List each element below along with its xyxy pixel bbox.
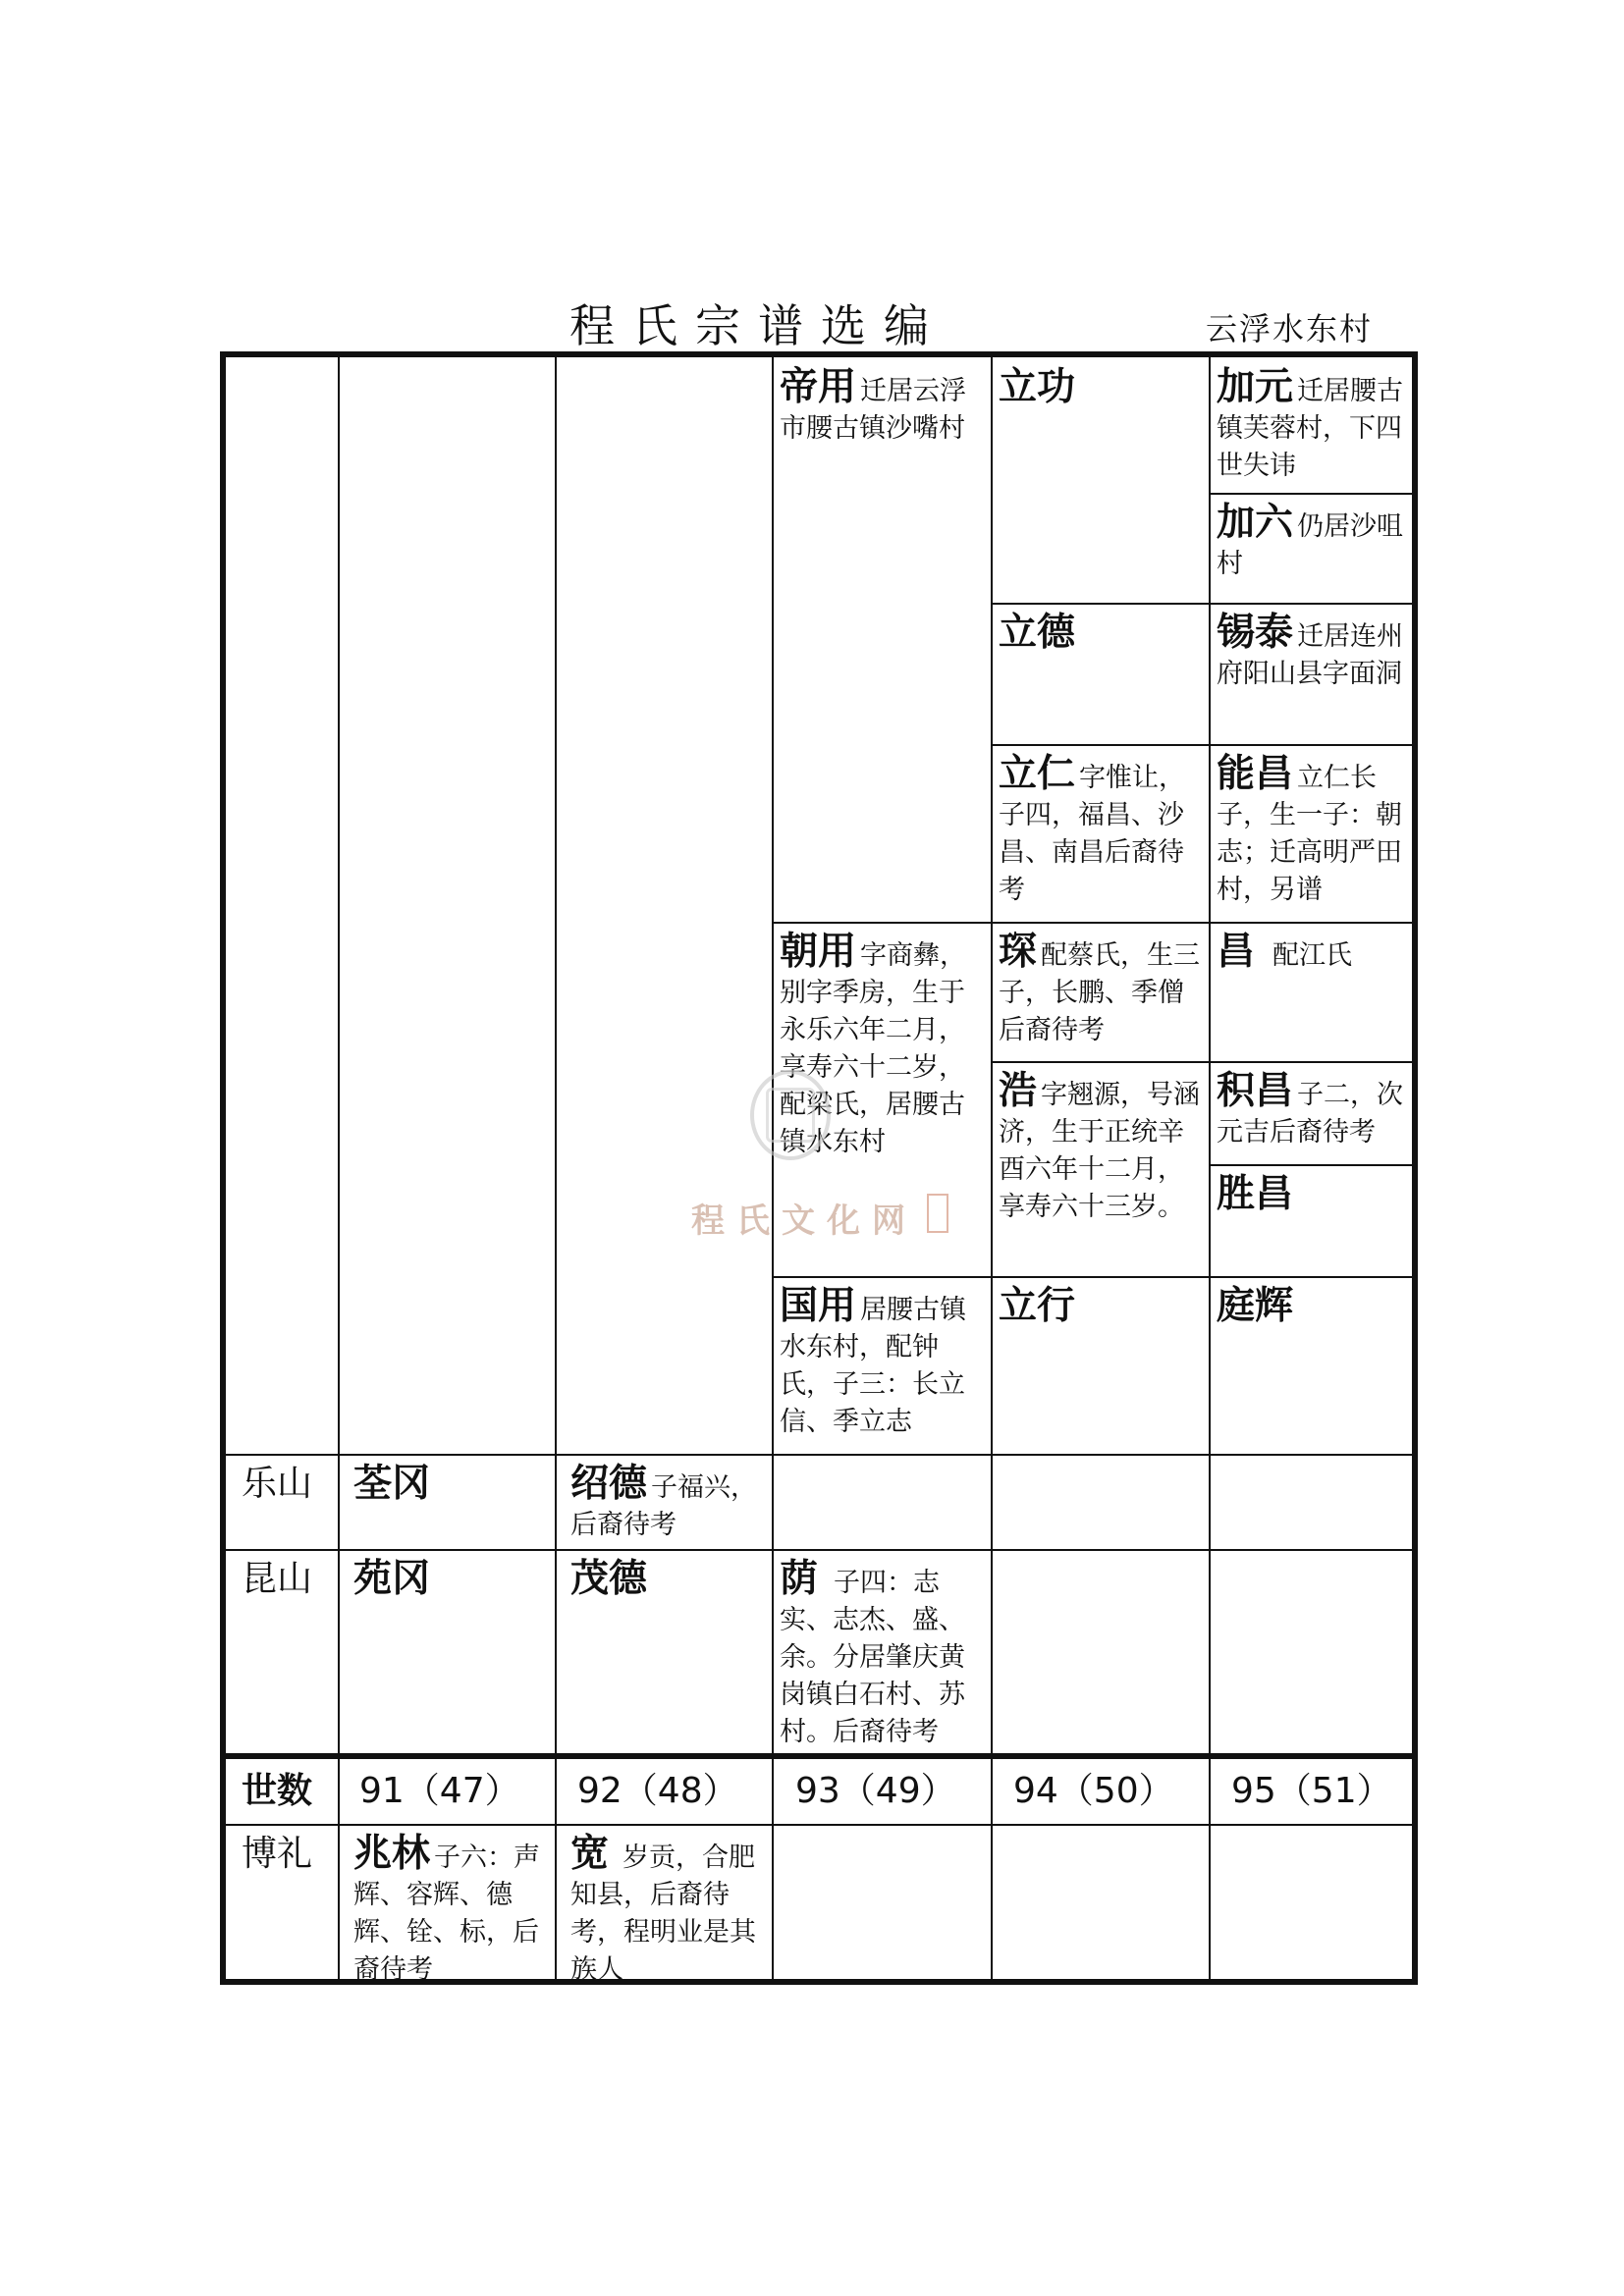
page-title: 程氏宗谱选编 (569, 299, 947, 352)
entry-chang: 昌 配江氏 (1217, 930, 1353, 974)
entry-jichang: 积昌 子二，次元吉后裔待考 (1217, 1069, 1404, 1148)
entry-boli: 博礼 (242, 1834, 313, 1874)
entry-diyong: 帝用 迁居云浮市腰古镇沙嘴村 (780, 365, 967, 444)
row-line (226, 1549, 1412, 1551)
col-divider-5 (1209, 357, 1211, 1979)
generation-label: 世数 (242, 1771, 313, 1811)
row-line (772, 922, 1412, 924)
row-line (991, 603, 1412, 605)
entry-yin: 荫 子四：志实、志杰、盛、余。分居肇庆黄岗镇白石村、苏村。后裔待考 (780, 1557, 965, 1747)
entry-shengchang: 胜昌 (1217, 1172, 1294, 1216)
row-line (1209, 1164, 1412, 1166)
entry-zhaolin: 兆林 子六：声辉、容辉、德辉、铨、标，后裔待考 (353, 1832, 541, 1985)
entry-tinghui: 庭辉 (1217, 1284, 1294, 1328)
col-divider-1 (338, 357, 340, 1979)
row-line (1209, 493, 1412, 495)
location-label: 云浮水东村 (1206, 310, 1374, 347)
generation-95: 95（51） (1231, 1771, 1392, 1811)
entry-guoyong: 国用 居腰古镇水东村，配钟氏，子三：长立信、季立志 (780, 1284, 967, 1437)
entry-yuangang: 苑冈 (353, 1557, 431, 1601)
row-line (772, 1276, 1412, 1278)
entry-shaode: 绍德 子福兴，后裔待考 (570, 1462, 758, 1540)
generation-92: 92（48） (577, 1771, 738, 1811)
entry-maode: 茂德 (570, 1557, 648, 1601)
entry-chaoyong: 朝用 字商彝，别字季房，生于永乐六年二月，享寿六十二岁，配梁氏，居腰古镇水东村 (780, 930, 967, 1157)
generation-row-top (226, 1753, 1412, 1759)
entry-jiayuan: 加元 迁居腰古镇芙蓉村，下四世失讳 (1217, 365, 1404, 481)
entry-kunshan: 昆山 (242, 1559, 313, 1599)
entry-lide: 立德 (999, 611, 1076, 655)
watermark-seal-icon (750, 1070, 831, 1160)
generation-row-bottom (226, 1824, 1412, 1826)
entry-nengchang: 能昌 立仁长子，生一子：朝志；迁高明严田村，另谱 (1217, 752, 1402, 905)
entry-jialiu: 加六 仍居沙咀村 (1217, 501, 1404, 579)
entry-ligong: 立功 (999, 365, 1076, 409)
entry-hao: 浩 字翘源，号涵济，生于正统辛酉六年十二月，享寿六十三岁。 (999, 1069, 1201, 1222)
row-line (991, 744, 1412, 746)
generation-93: 93（49） (795, 1771, 956, 1811)
row-line (226, 1454, 1412, 1456)
entry-leshan: 乐山 (242, 1464, 313, 1504)
entry-xitai: 锡泰 迁居连州府阳山县字面洞 (1217, 611, 1404, 689)
entry-kuan: 宽 岁贡，合肥知县，后裔待考，程明业是其族人 (570, 1832, 756, 1985)
entry-lixing: 立行 (999, 1284, 1076, 1328)
col-divider-2 (555, 357, 557, 1979)
row-line (991, 1061, 1412, 1063)
generation-91: 91（47） (359, 1771, 520, 1811)
generation-94: 94（50） (1013, 1771, 1174, 1811)
watermark-stamp-icon (927, 1194, 948, 1233)
entry-liren: 立仁 字惟让，子四，福昌、沙昌、南昌后裔待考 (999, 752, 1186, 905)
entry-quangang: 荃冈 (353, 1462, 431, 1506)
watermark-text: 程氏文化网 (691, 1201, 917, 1241)
entry-chen: 琛 配蔡氏，生三子，长鹏、季僧后裔待考 (999, 930, 1201, 1045)
